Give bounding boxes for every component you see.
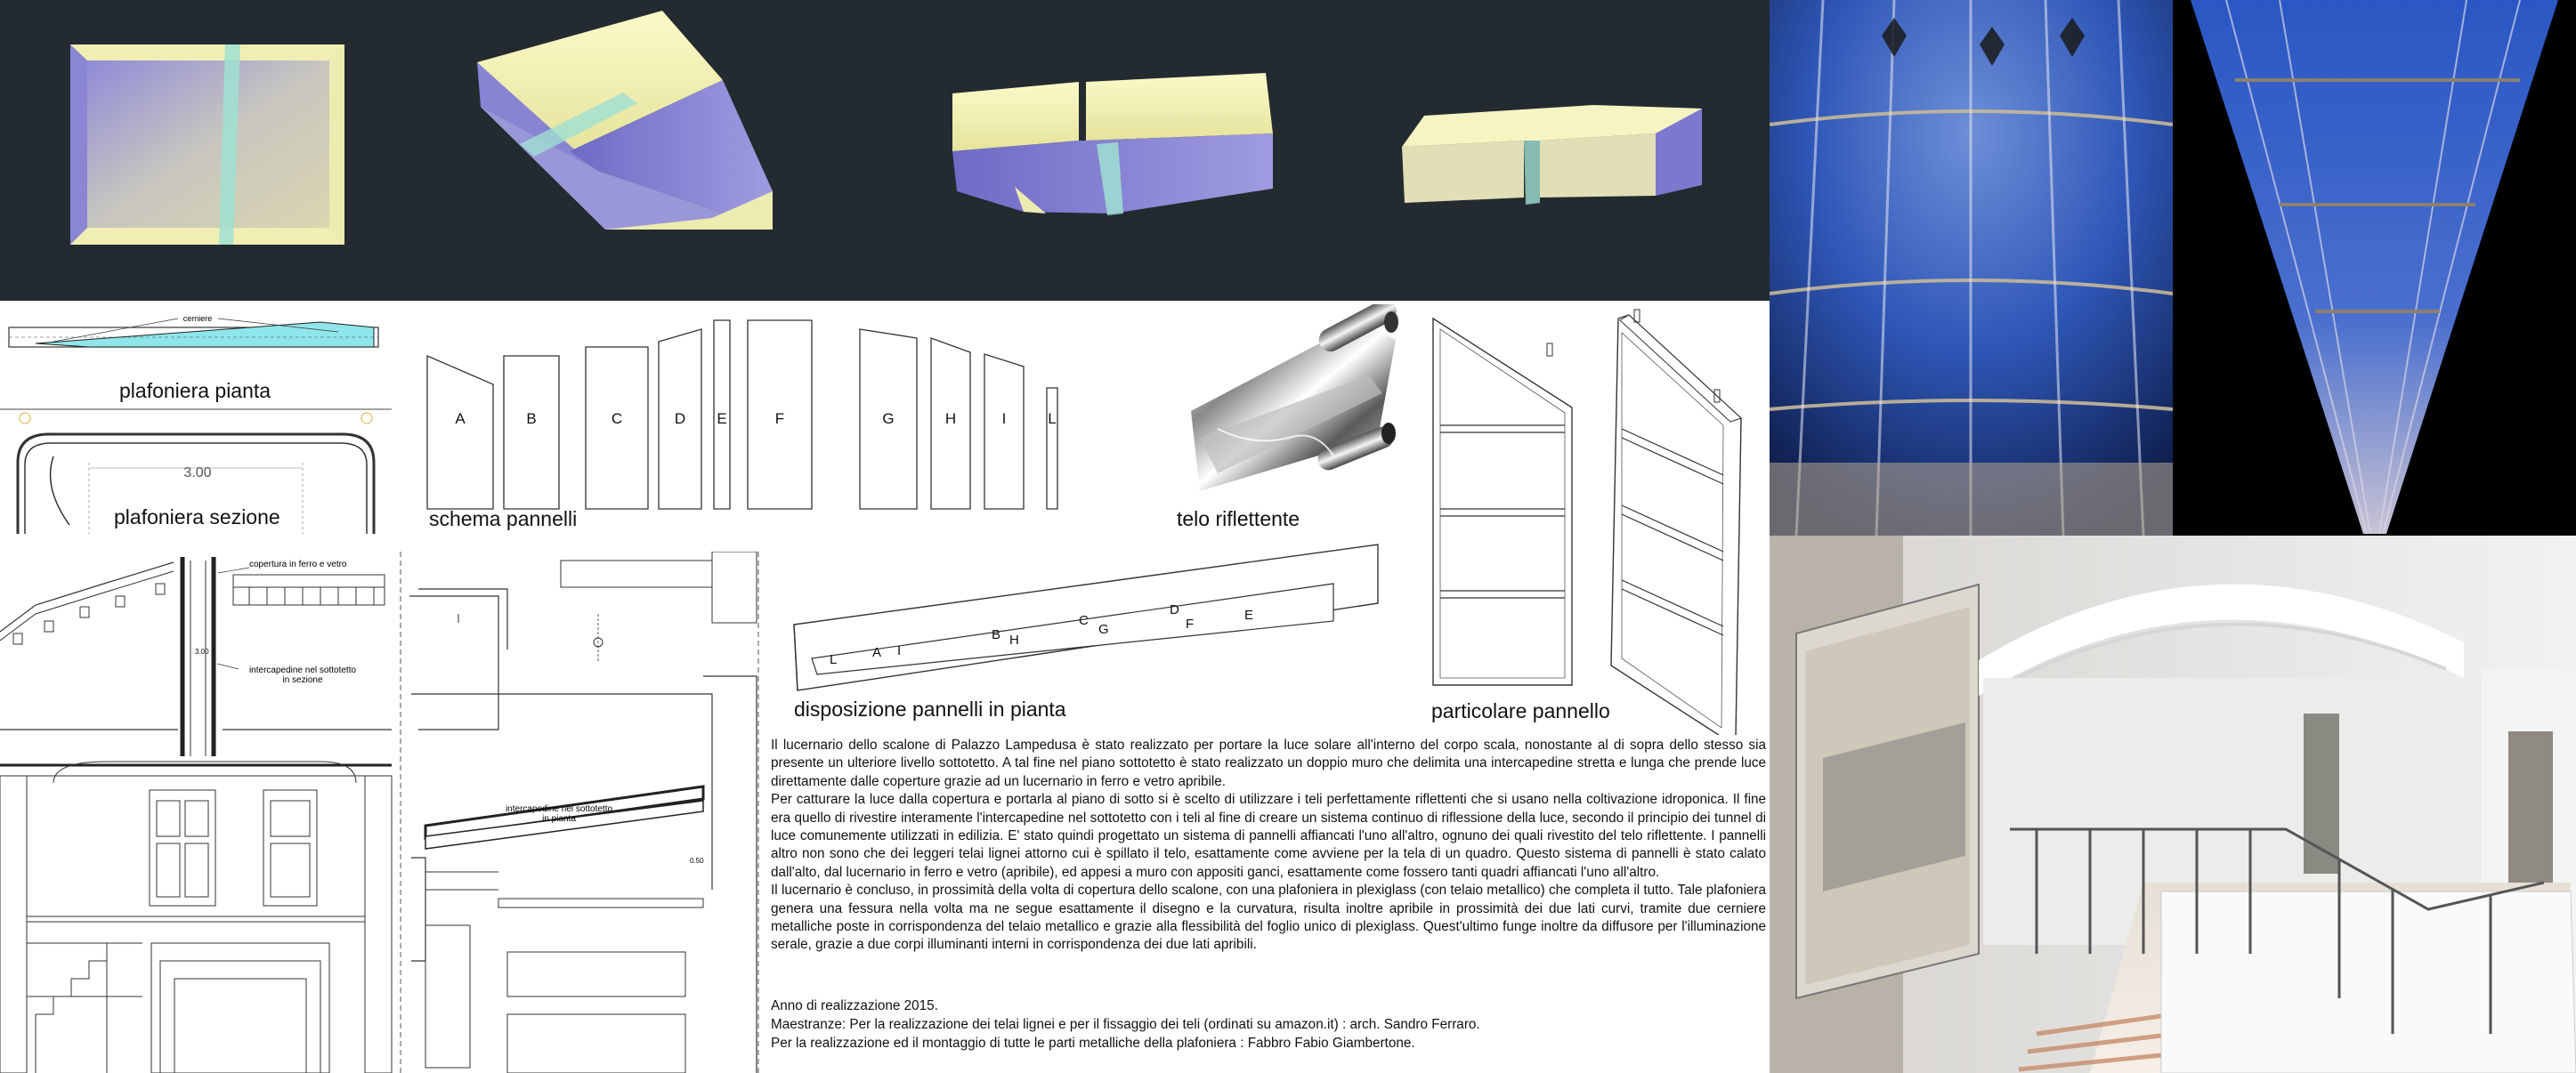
telo-riflettente-image xyxy=(1182,304,1403,500)
credits-year: Anno di realizzazione 2015. xyxy=(771,998,938,1013)
panel-outline xyxy=(984,354,1024,509)
caption-particolare-pannello: particolare pannello xyxy=(1431,699,1610,722)
disposizione-panel-letter: I xyxy=(897,643,902,658)
disposizione-panel-letter: A xyxy=(872,645,882,660)
dim-300-label: 3.00 xyxy=(195,648,209,656)
panel-outline xyxy=(427,356,493,509)
description-paragraph-2: Per catturare la luce dalla copertura e portarla al piano di sotto si è scelto di utilizzare i teli perfettamente riflettenti che si usano nella coltivazione idroponica. Il fine era quello di rivestire interamente l'intercapedine nel sottotetto con i teli al fine di creare un sistema continuo di riflessione della luce, secondo il principio dei tunnel di luce comunemente utilizzati in edilizia. E' stato quindi progettato un sistema di pannelli affiancati l'uno all'altro, ognuno dei quali rivestito del telo riflettente. I pannelli altro non sono che dei leggeri telai lignei attorno cui è spillato il telo, esattamente come avviene per la tela di un quadro. Questo sistema di pannelli è stato calato dall'alto, dal lucernario in ferro e vetro (apribile), ed appesi a muro con appositi ganci, esattamente come fossero tanti quadri affiancati l'uno all'altro. xyxy=(771,792,1766,880)
render-split xyxy=(952,73,1273,215)
credits-maestranze: Maestranze: Per la realizzazione dei telai lignei e per il fissaggio dei teli (ordinati su amazon.it) : arch. Sandro Ferraro. xyxy=(771,1017,1480,1032)
caption-plafoniera-sezione: plafoniera sezione xyxy=(114,505,280,528)
disposizione-panel-letter: B xyxy=(992,627,1001,642)
panel-label: D xyxy=(674,410,686,427)
credits xyxy=(771,996,1766,1053)
render-perspective xyxy=(477,11,773,230)
description-text xyxy=(771,737,1766,955)
cerniere-label: cerniere xyxy=(182,314,213,323)
photo-light-tunnel-upward xyxy=(1770,0,2173,536)
panel-label: L xyxy=(1048,410,1057,427)
disposizione-panel-letter: C xyxy=(1079,613,1089,628)
panel-label: I xyxy=(1001,410,1007,427)
sezione-span-label: 3.00 xyxy=(183,465,212,480)
disposizione-panel-letter: D xyxy=(1170,602,1179,617)
panel-label: C xyxy=(611,410,623,427)
panel-label: E xyxy=(717,410,727,427)
photo-staircase-interior xyxy=(1770,536,2576,1073)
disposizione-pannelli-drawing xyxy=(785,539,1383,696)
intercapedine-pianta-label-1: intercapedine nel sottotetto xyxy=(505,804,613,814)
panel-label: G xyxy=(882,410,895,427)
disposizione-panel-letter: L xyxy=(830,652,838,667)
description-paragraph-1: Il lucernario dello scalone di Palazzo Lampedusa è stato realizzato per portare la luce solare all'interno del corpo scala, nonostante al di sopra dello stesso sia presente un ulteriore livello sottotetto. A tal fine nel piano sottotetto è stato realizzato un doppio muro che delimita una intercapedine stretta e lunga che prende luce direttamente dalle coperture grazie ad un lucernario in ferro e vetro apribile. xyxy=(771,738,1766,789)
panel-outline xyxy=(504,356,559,509)
caption-telo-riflettente: telo riflettente xyxy=(1177,507,1300,530)
disposizione-panel-letter: E xyxy=(1244,608,1254,623)
caption-disposizione-pannelli: disposizione pannelli in pianta xyxy=(794,698,1066,721)
intercapedine-sezione-label-1: intercapedine nel sottotetto xyxy=(248,666,357,675)
particolare-pannello-drawing xyxy=(1422,308,1761,735)
panel-label: F xyxy=(774,410,785,427)
caption-schema-pannelli: schema pannelli xyxy=(429,507,578,530)
schema-pannelli-drawing xyxy=(418,303,1184,516)
sezione-architettonica-drawing xyxy=(0,552,766,1073)
disposizione-panel-letter: H xyxy=(1009,633,1019,648)
disposizione-panel-letter: G xyxy=(1098,622,1109,637)
photo-light-tunnel-perspective xyxy=(2173,0,2576,536)
disposizione-panel-letter: F xyxy=(1186,617,1195,632)
render-side xyxy=(1402,105,1702,205)
description-paragraph-3: Il lucernario è concluso, in prossimità della volta di copertura dello scalone, con una plafoniera in plexiglass (con telaio metallico) che completa il tutto. Tale plafoniera genera una fessura nella volta ma ne segue esattamente il disegno e la curvatura, risulta inoltre apribile in prossimità dei due lati curvi, tramite due cerniere metalliche poste in corrispondenza del telaio metallico e grazie alla flessibilità del foglio unico di plexiglass. Quest'ultimo funge inoltre da diffusore per l'illuminazione serale, grazie a due corpi illuminanti interni in corrispondenza dei due lati apribili. xyxy=(771,883,1766,953)
panel-outline xyxy=(586,347,648,509)
plafoniera-pianta-drawing xyxy=(0,310,392,381)
dim-050-label: 0.50 xyxy=(690,857,704,865)
intercapedine-pianta-label-2: in pianta xyxy=(542,814,576,824)
render-top-view xyxy=(70,44,344,245)
panel-outline xyxy=(1047,388,1057,509)
intercapedine-sezione-label-2: in sezione xyxy=(282,675,323,685)
copertura-label: copertura in ferro e vetro xyxy=(249,560,347,569)
panel-label: A xyxy=(455,410,466,427)
credits-metalliche: Per la realizzazione ed il montaggio di tutte le parti metalliche della plafoniera : Fabbro Fabio Giambertone. xyxy=(771,1036,1415,1051)
caption-plafoniera-pianta: plafoniera pianta xyxy=(119,379,271,402)
plafoniera-3d-renders xyxy=(0,0,1770,301)
panel-label: B xyxy=(526,410,537,427)
panel-label: H xyxy=(944,410,957,427)
